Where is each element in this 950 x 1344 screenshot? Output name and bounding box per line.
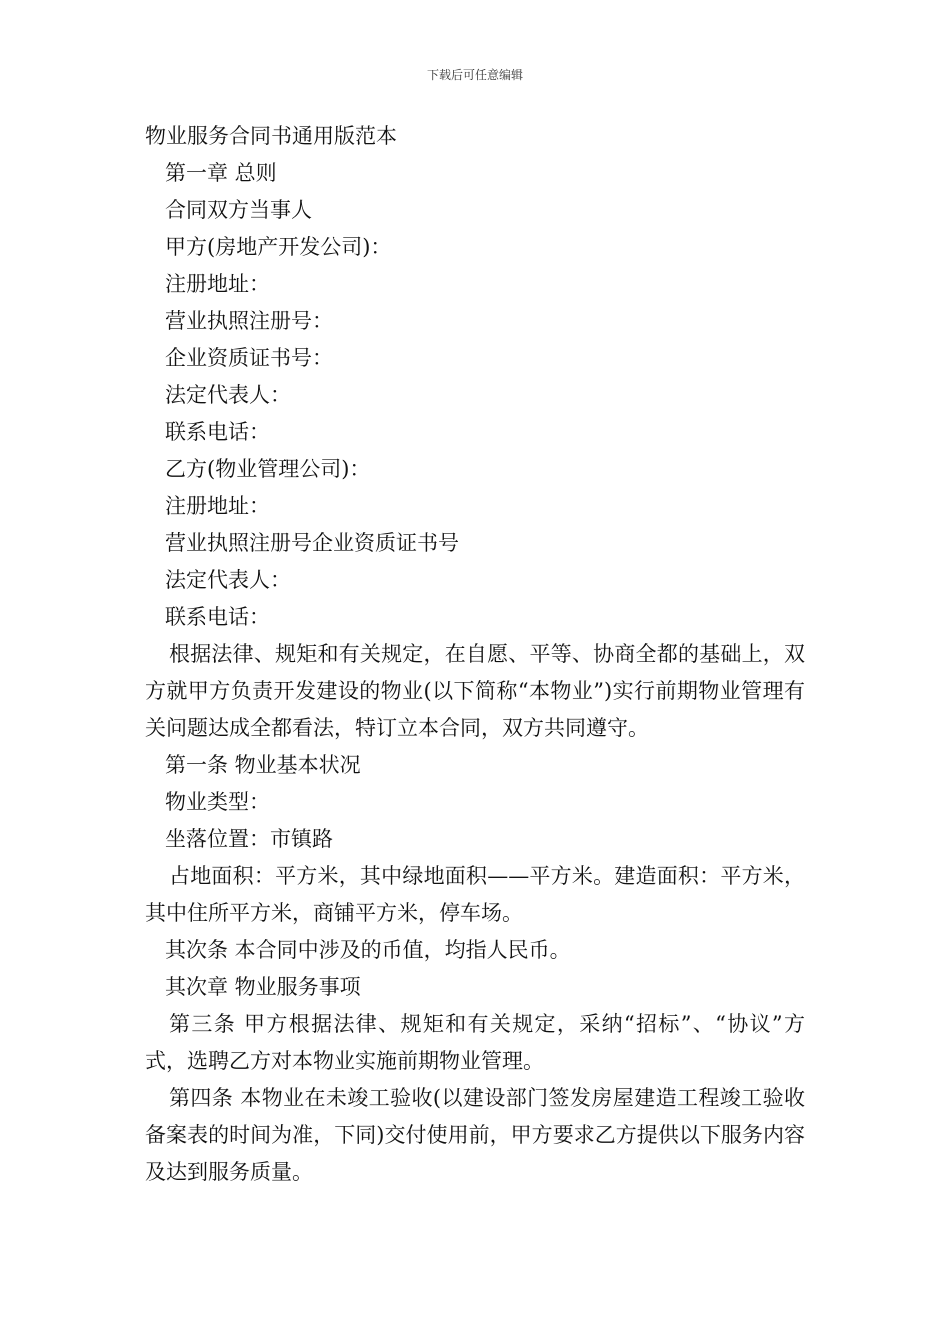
document-title: 物业服务合同书通用版范本 — [145, 124, 397, 148]
party-b-label: 乙方(物业管理公司)： — [165, 457, 371, 481]
article-1-heading: 第一条 物业基本状况 — [165, 753, 361, 777]
chapter-2-heading: 其次章 物业服务事项 — [165, 975, 361, 999]
article-4-paragraph: 第四条 本物业在未竣工验收(以建设部门签发房屋建造工程竣工验收备案表的时间为准，下同)交付使用前，甲方要求乙方提供以下服务内容及达到服务质量。 — [145, 1086, 805, 1184]
party-b-representative: 法定代表人： — [165, 568, 291, 592]
parties-heading: 合同双方当事人 — [165, 198, 312, 222]
party-b-license-qualification: 营业执照注册号企业资质证书号 — [165, 531, 459, 555]
party-a-address: 注册地址： — [165, 272, 270, 296]
preamble-paragraph: 根据法律、规矩和有关规定，在自愿、平等、协商全都的基础上，双方就甲方负责开发建设的物业(以下简称“本物业”)实行前期物业管理有关问题达成全都看法，特订立本合同，双方共同遵守。 — [145, 642, 805, 740]
chapter-1-heading: 第一章 总则 — [165, 161, 277, 185]
article-3-paragraph: 第三条 甲方根据法律、规矩和有关规定，采纳“招标”、“协议”方式，选聘乙方对本物业实施前期物业管理。 — [145, 1012, 805, 1073]
page-header-note: 下载后可任意编辑 — [426, 68, 523, 82]
document-body — [145, 118, 805, 1191]
party-b-address: 注册地址： — [165, 494, 270, 518]
party-a-phone: 联系电话： — [165, 420, 270, 444]
property-location: 坐落位置：市镇路 — [165, 827, 333, 851]
party-a-label: 甲方(房地产开发公司)： — [165, 235, 392, 259]
article-2: 其次条 本合同中涉及的币值，均指人民币。 — [165, 938, 571, 962]
party-b-phone: 联系电话： — [165, 605, 270, 629]
party-a-representative: 法定代表人： — [165, 383, 291, 407]
property-area-paragraph: 占地面积：平方米，其中绿地面积——平方米。建造面积：平方米，其中住所平方米，商铺平方米，停车场。 — [145, 864, 805, 925]
property-type: 物业类型： — [165, 790, 270, 814]
party-a-qualification: 企业资质证书号： — [165, 346, 333, 370]
party-a-license: 营业执照注册号： — [165, 309, 333, 333]
